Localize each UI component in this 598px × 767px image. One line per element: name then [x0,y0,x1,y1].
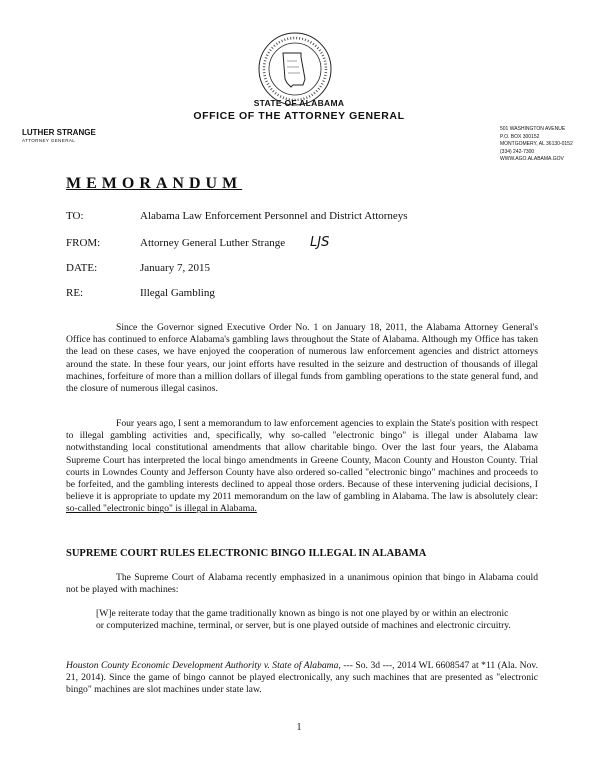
address-line: WWW.AGO.ALABAMA.GOV [500,156,564,162]
re-value: Illegal Gambling [140,287,215,299]
attorney-general-title: ATTORNEY GENERAL [22,138,76,143]
attorney-general-name: LUTHER STRANGE [22,128,96,137]
body-paragraph-3 [66,572,538,596]
state-seal [257,31,333,107]
block-quote: [W]e reiterate today that the game traditionally known as bingo is not one played by or within an electronic or computerized machine, terminal, or server, but is one played outside of machines and electronic circuitry. [96,608,511,632]
body-paragraph-1 [66,322,538,395]
handwritten-initials: LJS [310,235,330,250]
citation-text: --- So. 3d ---, 2014 WL 6608547 at *11 (Ala. Nov. 21, 2014). Since the game of bingo cannot be played electronically, any such machines that are presented as "electronic bingo" machines are slot machines under state law. [66,660,538,696]
body-paragraph-2 [66,418,538,516]
to-label: TO: [66,210,84,222]
re-label: RE: [66,287,84,299]
office-name: OFFICE OF THE ATTORNEY GENERAL [193,110,405,122]
paragraph-text: Since the Governor signed Executive Order No. 1 on January 18, 2011, the Alabama Attorney General's Office has continued to enforce Alabama's gambling laws throughout the State of Alabama. Although my Office has taken the lead on these cases, we have enjoyed the cooperation of numerous law enforcement agencies and district attorneys around the state. In these four years, our joint efforts have resulted in the seizure and destruction of thousands of illegal machines, forfeiture of more than a million dollars of illegal funds from gambling operations to the state general fund, and the closure of numerous illegal casinos. [66,322,538,395]
office-address [500,126,596,164]
address-line: 501 WASHINGTON AVENUE [500,126,566,132]
state-name: STATE OF ALABAMA [253,98,345,108]
page-number: 1 [296,722,302,733]
date-label: DATE: [66,262,98,274]
address-line: MONTGOMERY, AL 36130-0152 [500,141,573,147]
address-line: (334) 242-7300 [500,148,535,155]
case-citation [66,660,538,697]
case-name: Houston County Economic Development Authority v. State of Alabama, [66,660,341,671]
paragraph-text: Four years ago, I sent a memorandum to law enforcement agencies to explain the State's position with respect to illegal gambling activities and, specifically, why so-called "electronic bingo" is illegal under Alabama law notwithstanding local constitutional amendments that allow charitable bingo. Over the last four years, the Alabama Supreme Court has interpreted the local bingo amendments in Greene County, Macon County and Houston County. Trial courts in Lowndes County and Jefferson County have also ordered so-called "electronic bingo" machines and proceeds to be forfeited, and the gambling interests declined to appeal those orders. Because of these intervening judicial decisions, I believe it is appropriate to update my 2011 memorandum on the law of gambling in Alabama. The law is absolutely clear: [66,418,538,503]
memo-title: MEMORANDUM [66,175,243,192]
date-value: January 7, 2015 [140,262,210,274]
paragraph-text: The Supreme Court of Alabama recently emphasized in a unanimous opinion that bingo in Alabama could not be played with machines: [66,572,538,596]
section-heading: SUPREME COURT RULES ELECTRONIC BINGO ILLEGAL IN ALABAMA [66,548,427,559]
from-value: Attorney General Luther Strange [140,237,286,249]
underlined-conclusion: so-called "electronic bingo" is illegal in Alabama. [66,503,257,515]
address-line: P.O. BOX 300152 [500,133,540,140]
from-label: FROM: [66,237,101,249]
to-value: Alabama Law Enforcement Personnel and District Attorneys [140,210,408,222]
